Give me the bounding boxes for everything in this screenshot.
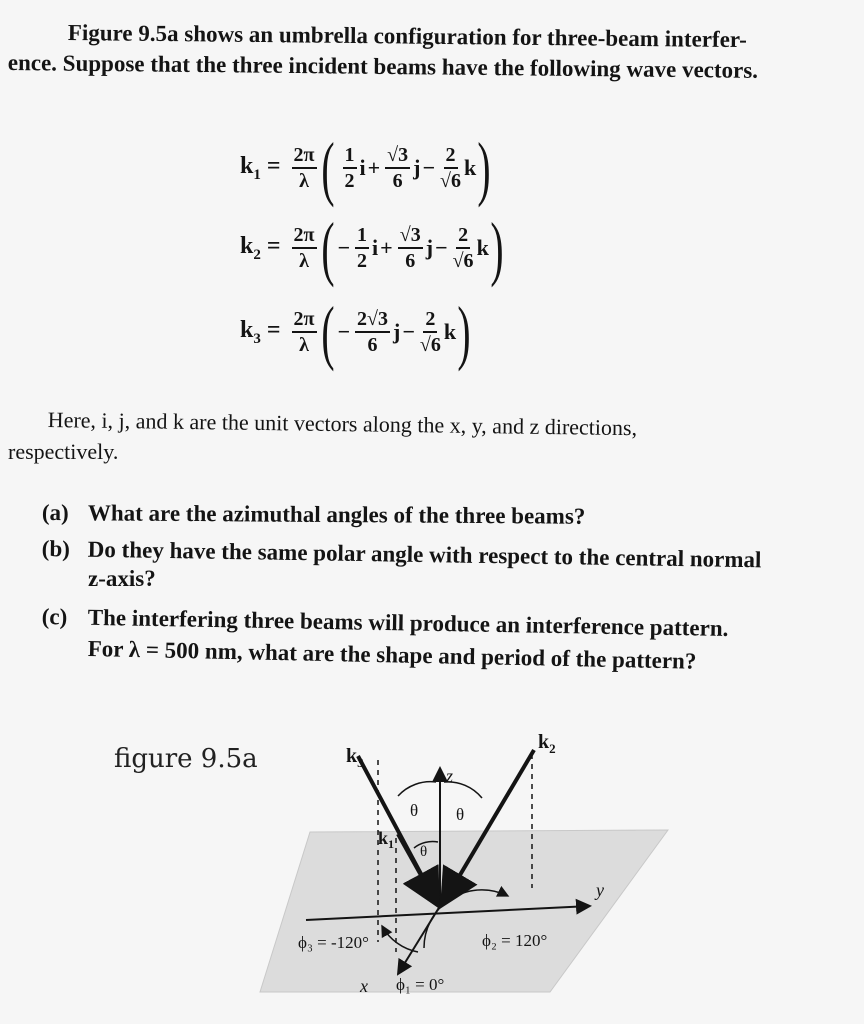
question-b: (b) Do they have the same polar angle with respect to the central normal xyxy=(41,536,762,573)
term-1-fraction: $\frac{1}{2}$ xyxy=(357,224,368,272)
prefactor-fraction: $\frac{2\pi}{\lambda}$ xyxy=(293,224,315,272)
k1-label: $k_1$ xyxy=(378,828,395,851)
x-axis-label: x xyxy=(360,976,368,996)
k2-label: $k_2$ xyxy=(538,731,556,756)
theta-arc-k3 xyxy=(398,782,436,796)
right-paren: ) xyxy=(490,208,504,288)
left-paren: ( xyxy=(320,292,335,372)
term-2-fraction: $\frac{2√3}{6}$ xyxy=(357,308,389,356)
phi1-label: ϕ₁ = 0° xyxy=(396,975,445,994)
paragraph-line-2: respectively. xyxy=(8,439,119,464)
term-1-fraction: $\frac{1}{2}$ xyxy=(344,144,355,192)
equation-lhs: $k_2$ = xyxy=(240,232,281,263)
intro-line-2: ence. Suppose that the three incident beams have the following wave vectors. xyxy=(7,49,759,83)
phi2-label: ϕ₂ = 120° xyxy=(482,931,548,950)
term-3-fraction: $\frac{2}{√6}$ xyxy=(440,144,462,192)
figure-caption: figure 9.5a xyxy=(114,744,258,774)
term-3-fraction: $\frac{2}{√6}$ xyxy=(452,224,474,272)
equation-lhs: $k_3$ = xyxy=(240,316,281,347)
question-c-line-2: For λ = 500 nm, what are the shape and period of the pattern? xyxy=(87,636,697,674)
umbrella-configuration-figure xyxy=(250,720,700,1010)
xy-plane xyxy=(260,830,668,992)
equation-k1: $k_1$ = $\frac{2\pi}{\lambda}$ ( $\frac{1}{2}$ i + $\frac{√3}{6}$ j − $\frac{2}{√6}$ k ) xyxy=(240,128,491,208)
k3-label: $k_3$ xyxy=(346,745,364,770)
equation-k2: $k_2$ = $\frac{2\pi}{\lambda}$ ( − $\frac{1}{2}$ i + $\frac{√3}{6}$ j − $\frac{2}{√6}$ k ) xyxy=(240,208,504,288)
prefactor-fraction: $\frac{2\pi}{\lambda}$ xyxy=(293,144,315,192)
question-c: (c) The interfering three beams will produce an interference pattern. xyxy=(41,604,729,641)
question-b-line-2: z-axis? xyxy=(88,566,156,591)
question-a: (a) What are the azimuthal angles of the three beams? xyxy=(41,500,586,529)
theta-label-k2: θ xyxy=(456,805,465,824)
z-axis-label: z xyxy=(446,766,454,786)
term-3-fraction: $\frac{2}{√6}$ xyxy=(419,308,441,356)
equation-k3: $k_3$ = $\frac{2\pi}{\lambda}$ ( − $\frac{2√3}{6}$ j − $\frac{2}{√6}$ k ) xyxy=(240,292,471,372)
phi3-label: ϕ₃ = -120° xyxy=(298,933,369,952)
paragraph-line-1: Here, i, j, and k are the unit vectors along the x, y, and z directions, xyxy=(47,406,638,441)
prefactor-fraction: $\frac{2\pi}{\lambda}$ xyxy=(293,308,315,356)
y-axis-label: y xyxy=(596,880,604,900)
term-2-fraction: $\frac{√3}{6}$ xyxy=(387,144,409,192)
left-paren: ( xyxy=(320,208,335,288)
equation-lhs: $k_1$ = xyxy=(240,152,281,183)
left-paren: ( xyxy=(320,128,335,208)
intro-line-1: Figure 9.5a shows an umbrella configuration for three-beam interfer- xyxy=(67,19,748,53)
right-paren: ) xyxy=(477,128,491,208)
theta-label-k1: θ xyxy=(420,844,428,860)
theta-label-k3: θ xyxy=(410,801,419,820)
term-2-fraction: $\frac{√3}{6}$ xyxy=(399,224,421,272)
right-paren: ) xyxy=(457,292,471,372)
